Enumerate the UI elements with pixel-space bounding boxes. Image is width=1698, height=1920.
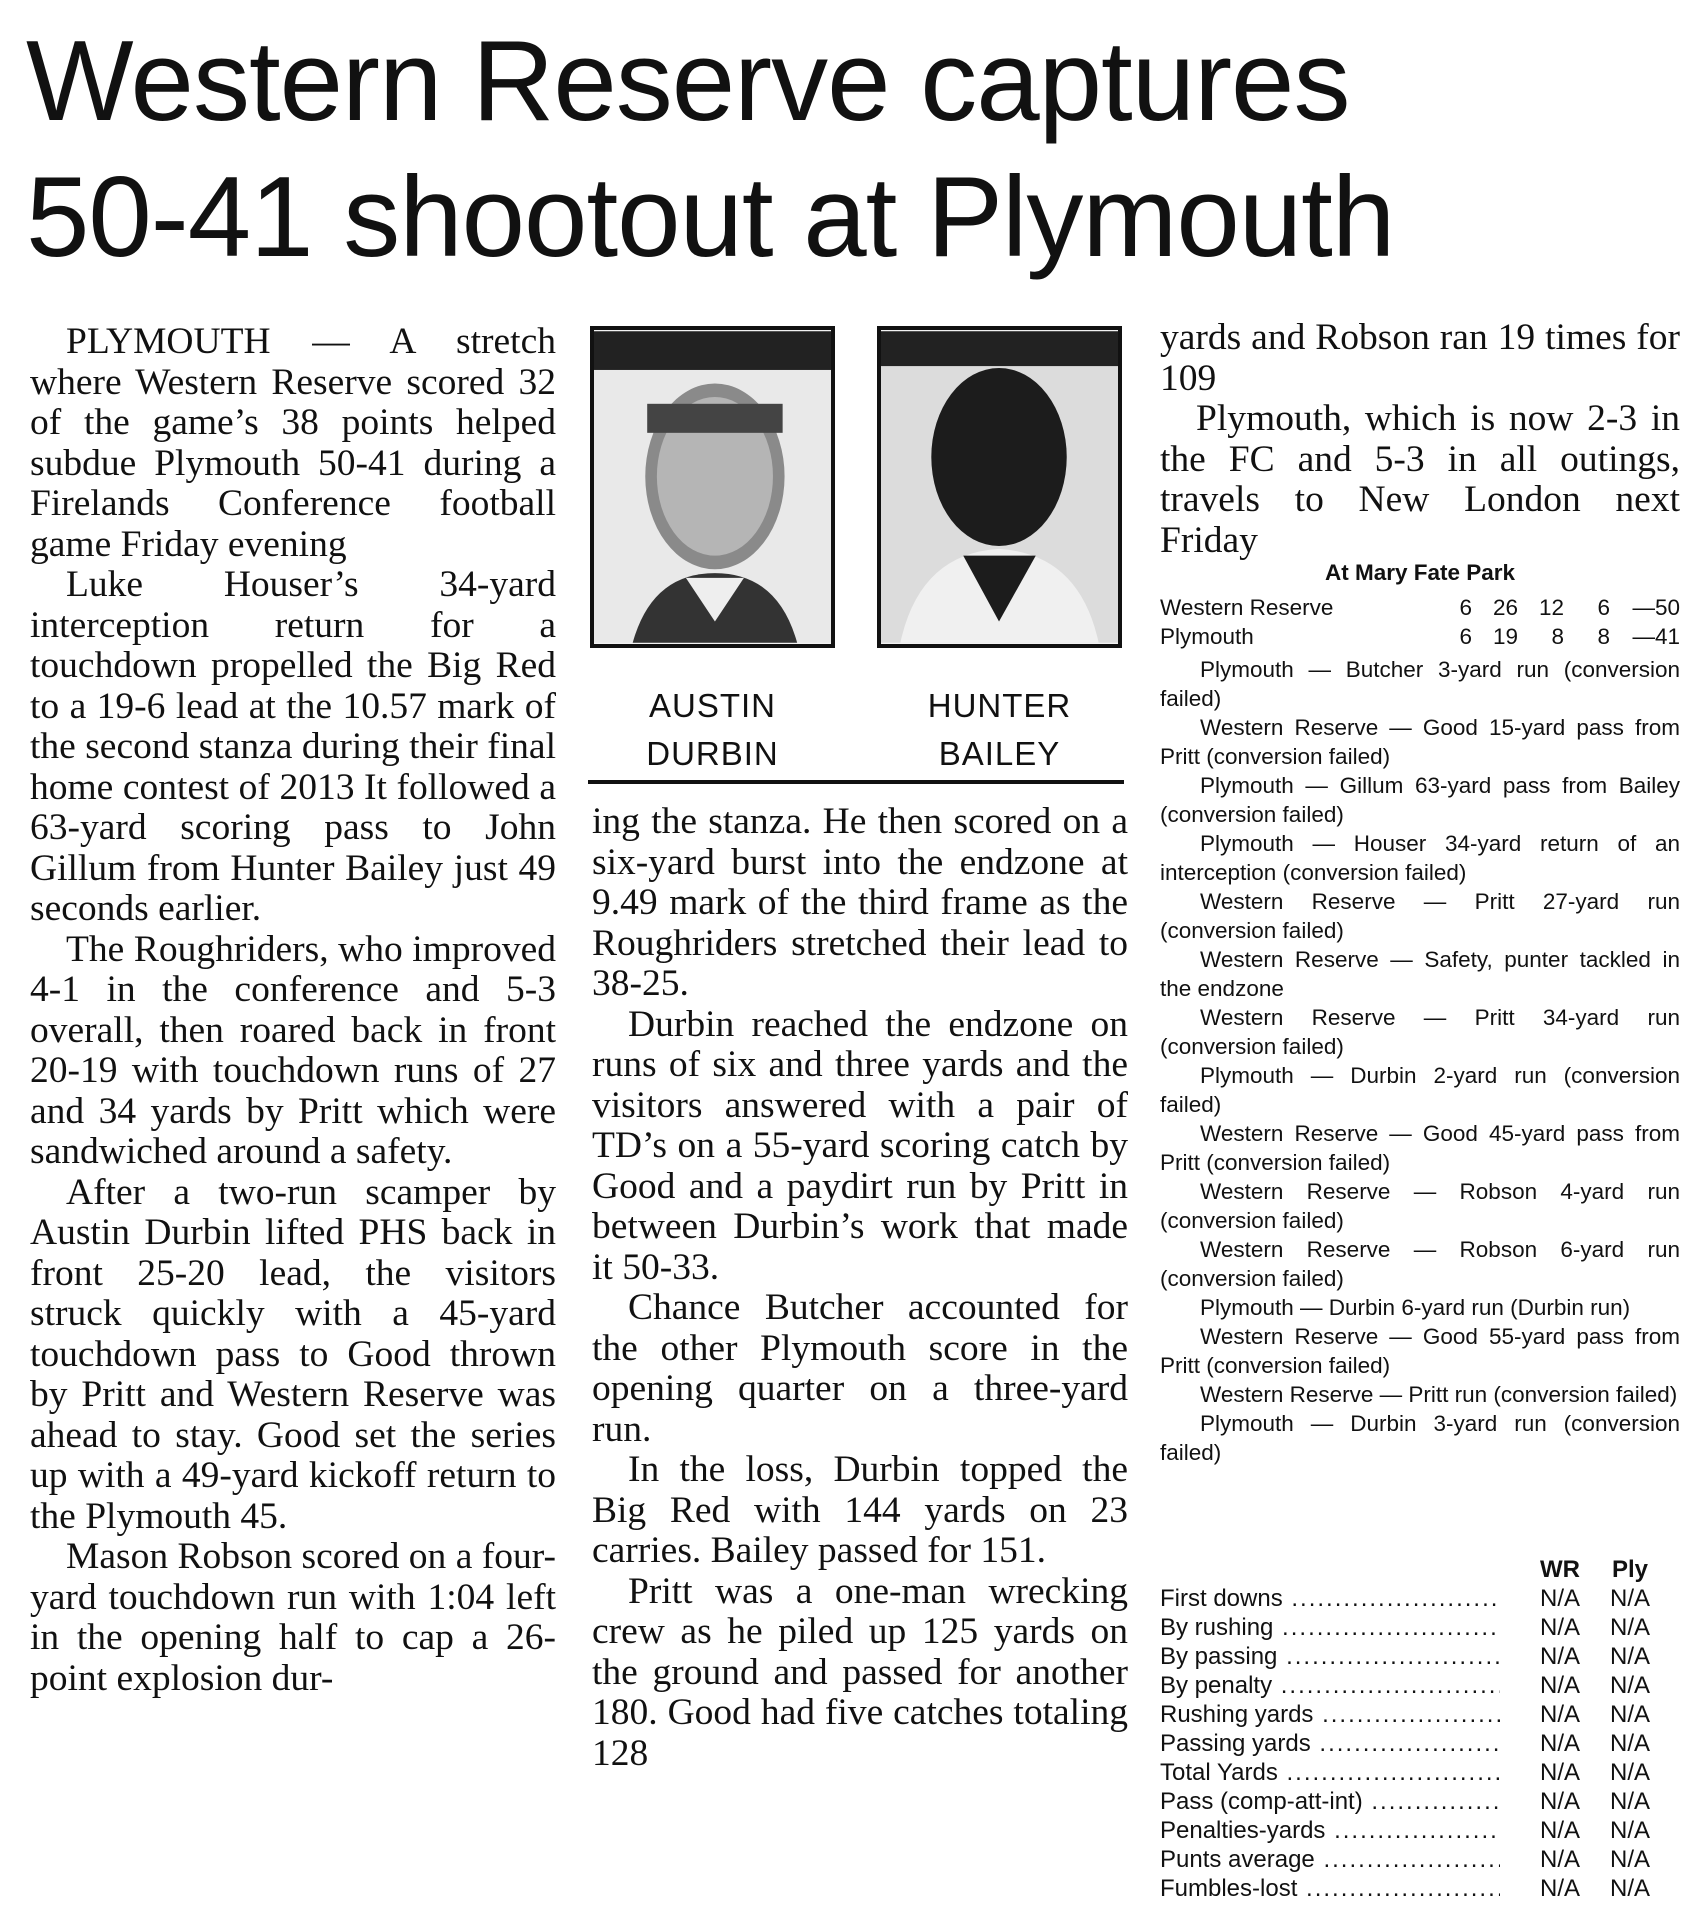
photo-hunter-bailey <box>877 326 1122 648</box>
scoring-play: Western Reserve — Pritt 34-yard run (conversion failed) <box>1160 1005 1680 1059</box>
scoring-play: Plymouth — Gillum 63-yard pass from Bailey (conversion failed) <box>1160 773 1680 827</box>
stats-header <box>1160 1555 1680 1584</box>
paragraph: yards and Robson ran 19 times for 109 <box>1160 317 1680 399</box>
stat-label: Total Yards ..... <box>1160 1758 1500 1787</box>
photo-block <box>590 326 1124 786</box>
stats-row <box>1160 1758 1680 1787</box>
stat-label: Punts average ..... <box>1160 1845 1500 1874</box>
stat-wr: N/A <box>1500 1584 1580 1613</box>
quarter-score: 26 <box>1492 595 1518 620</box>
stat-wr: N/A <box>1500 1700 1580 1729</box>
stats-row <box>1160 1874 1680 1903</box>
stat-label: First downs ..... <box>1160 1584 1500 1613</box>
scoring-play: Plymouth — Houser 34-yard return of an interception (conversion failed) <box>1160 831 1680 885</box>
paragraph: Pritt was a one-man wrecking crew as he piled up 125 yards on the ground and passed for another 180. Good had five catches totaling 128 <box>592 1570 1128 1774</box>
paragraph: The Roughriders, who improved 4-1 in the conference and 5-3 overall, then roared back in front 20-19 with touchdown runs of 27 and 34 yards by Pritt which were sandwiched around a safety. <box>30 928 556 1172</box>
stat-label: Rushing yards ..... <box>1160 1700 1500 1729</box>
final-score: —50 <box>1632 595 1680 620</box>
paragraph: Luke Houser’s 34-yard interception return for a touchdown propelled the Big Red to a 19-6 lead at the 10.57 mark of the second stanza during their final home contest of 2013 It followed a 63-yard scoring pass to John Gillum from Hunter Bailey just 49 seconds earlier. <box>30 564 556 929</box>
scoring-play: Western Reserve — Good 15-yard pass from Pritt (conversion failed) <box>1160 715 1680 769</box>
stat-ply: N/A <box>1580 1845 1680 1874</box>
caption-last-name: BAILEY <box>938 735 1061 772</box>
scoring-play: Plymouth — Durbin 3-yard run (conversion failed) <box>1160 1411 1680 1465</box>
stat-wr: N/A <box>1500 1613 1580 1642</box>
venue-heading: At Mary Fate Park <box>1324 560 1516 585</box>
team-name: Plymouth <box>1160 624 1254 649</box>
stats-row <box>1160 1671 1680 1700</box>
stats-row <box>1160 1787 1680 1816</box>
article-column-1 <box>30 322 556 1699</box>
stats-header-wr: WR <box>1500 1555 1580 1584</box>
team-stats <box>1160 1555 1680 1903</box>
article-column-2 <box>592 802 1128 1774</box>
stat-ply: N/A <box>1580 1613 1680 1642</box>
scoring-play: Western Reserve — Robson 4-yard run (conversion failed) <box>1160 1179 1680 1233</box>
paragraph: Mason Robson scored on a four-yard touchdown run with 1:04 left in the opening half to cap a 26-point explosion dur- <box>30 1536 556 1699</box>
final-score: —41 <box>1632 624 1680 649</box>
stat-label: Passing yards ..... <box>1160 1729 1500 1758</box>
paragraph: After a two-run scamper by Austin Durbin lifted PHS back in front 25-20 lead, the visitors struck quickly with a 45-yard touchdown pass to Good thrown by Pritt and Western Reserve was ahead to stay. Good set the series up with a 49-yard kickoff return to the Plymouth 45. <box>30 1171 556 1537</box>
stat-ply: N/A <box>1580 1584 1680 1613</box>
stat-ply: N/A <box>1580 1874 1680 1903</box>
quarter-score: 6 <box>1597 595 1610 620</box>
stats-row <box>1160 1584 1680 1613</box>
scoring-play: Western Reserve — Safety, punter tackled in the endzone <box>1160 947 1680 1001</box>
stat-ply: N/A <box>1580 1700 1680 1729</box>
headline-line-2: 50-41 shootout at Plymouth <box>26 154 1395 281</box>
quarter-score: 6 <box>1459 595 1472 620</box>
stat-ply: N/A <box>1580 1671 1680 1700</box>
stat-wr: N/A <box>1500 1729 1580 1758</box>
stat-wr: N/A <box>1500 1787 1580 1816</box>
quarter-score: 19 <box>1492 624 1518 649</box>
stat-label: Pass (comp-att-int) ..... <box>1160 1787 1500 1816</box>
scoring-play: Plymouth — Durbin 2-yard run (conversion failed) <box>1160 1063 1680 1117</box>
box-score <box>1160 556 1680 1467</box>
photo-austin-durbin <box>590 326 835 648</box>
caption-first-name: AUSTIN <box>648 687 776 724</box>
quarter-score: 12 <box>1538 595 1564 620</box>
caption-first-name: HUNTER <box>927 687 1072 724</box>
quarter-score: 6 <box>1459 624 1472 649</box>
scoring-play: Western Reserve — Robson 6-yard run (conversion failed) <box>1160 1237 1680 1291</box>
scoring-play: Plymouth — Durbin 6-yard run (Durbin run) <box>1200 1295 1631 1320</box>
scoring-play: Western Reserve — Good 55-yard pass from Pritt (conversion failed) <box>1160 1324 1680 1378</box>
stat-wr: N/A <box>1500 1845 1580 1874</box>
quarter-score: 8 <box>1597 624 1610 649</box>
quarter-score: 8 <box>1551 624 1564 649</box>
headline <box>26 14 1686 286</box>
stat-wr: N/A <box>1500 1816 1580 1845</box>
scoring-play: Western Reserve — Pritt run (conversion failed) <box>1200 1382 1678 1407</box>
scoring-play: Plymouth — Butcher 3-yard run (conversion failed) <box>1160 657 1680 711</box>
stat-ply: N/A <box>1580 1758 1680 1787</box>
portrait-image <box>594 330 831 644</box>
headline-line-1: Western Reserve captures <box>26 18 1350 145</box>
stat-ply: N/A <box>1580 1816 1680 1845</box>
stats-row <box>1160 1700 1680 1729</box>
stat-label: By penalty ..... <box>1160 1671 1500 1700</box>
stats-row <box>1160 1816 1680 1845</box>
scoring-play: Western Reserve — Good 45-yard pass from Pritt (conversion failed) <box>1160 1121 1680 1175</box>
paragraph: PLYMOUTH — A stretch where Western Reserve scored 32 of the game’s 38 points helped subdue Plymouth 50-41 during a Firelands Conference football game Friday evening <box>30 321 556 565</box>
stat-ply: N/A <box>1580 1787 1680 1816</box>
caption-austin-durbin <box>590 682 835 778</box>
stat-wr: N/A <box>1500 1758 1580 1787</box>
stats-row <box>1160 1642 1680 1671</box>
divider-rule <box>588 780 1124 784</box>
stats-row <box>1160 1729 1680 1758</box>
paragraph: Chance Butcher accounted for the other Plymouth score in the opening quarter on a three-yard run. <box>592 1287 1128 1450</box>
line-score-row <box>1160 593 1680 622</box>
stat-label: Penalties-yards ..... <box>1160 1816 1500 1845</box>
caption-hunter-bailey <box>877 682 1122 778</box>
stat-ply: N/A <box>1580 1642 1680 1671</box>
paragraph: In the loss, Durbin topped the Big Red with 144 yards on 23 carries. Bailey passed for 151. <box>592 1449 1128 1571</box>
stat-wr: N/A <box>1500 1874 1580 1903</box>
line-score-row <box>1160 622 1680 651</box>
stat-ply: N/A <box>1580 1729 1680 1758</box>
stat-label: By passing ..... <box>1160 1642 1500 1671</box>
stat-label: By rushing ..... <box>1160 1613 1500 1642</box>
scoring-summary <box>1160 655 1680 1467</box>
paragraph: ing the stanza. He then scored on a six-yard burst into the endzone at 9.49 mark of the third frame as the Roughriders stretched their lead to 38-25. <box>592 801 1128 1004</box>
paragraph: Plymouth, which is now 2-3 in the FC and 5-3 in all outings, travels to New London next Friday <box>1160 398 1680 561</box>
article-column-3 <box>1160 318 1680 561</box>
paragraph: Durbin reached the endzone on runs of six and three yards and the visitors answered with a pair of TD’s on a 55-yard scoring catch by Good and a paydirt run by Pritt in between Durbin’s work that made it 50-33. <box>592 1003 1128 1288</box>
stat-wr: N/A <box>1500 1671 1580 1700</box>
team-name: Western Reserve <box>1160 595 1334 620</box>
stat-wr: N/A <box>1500 1642 1580 1671</box>
stats-row <box>1160 1613 1680 1642</box>
stats-row <box>1160 1845 1680 1874</box>
stats-header-ply: Ply <box>1580 1555 1680 1584</box>
caption-last-name: DURBIN <box>646 735 779 772</box>
stat-label: Fumbles-lost ..... <box>1160 1874 1500 1903</box>
portrait-image <box>881 330 1118 644</box>
scoring-play: Western Reserve — Pritt 27-yard run (conversion failed) <box>1160 889 1680 943</box>
